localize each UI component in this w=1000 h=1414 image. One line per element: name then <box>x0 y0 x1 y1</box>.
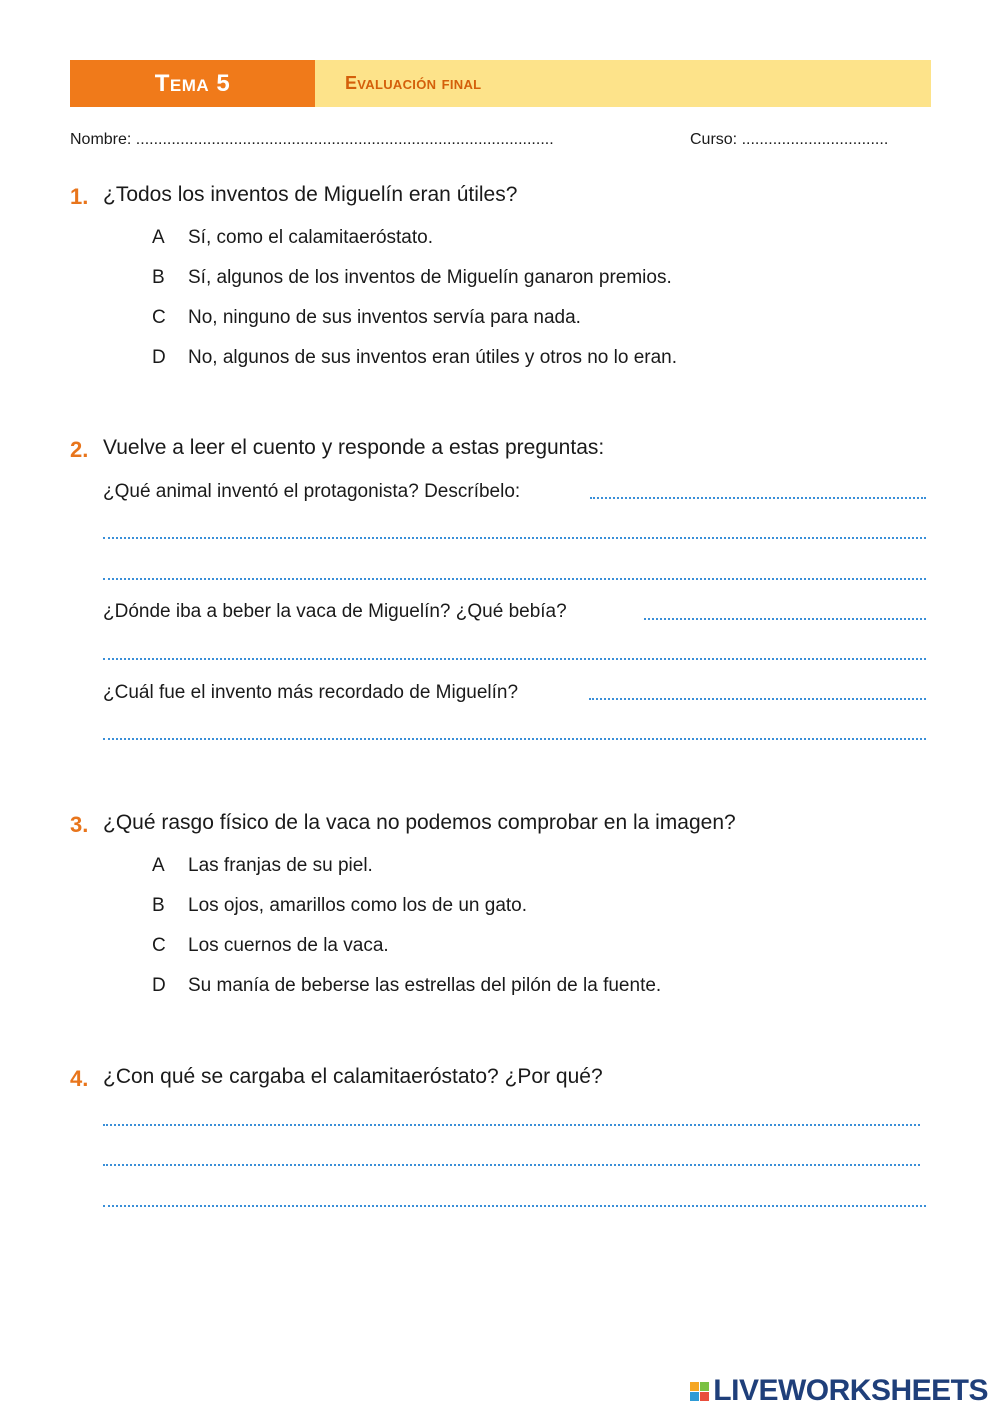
q1-option-c-letter[interactable]: C <box>152 307 166 328</box>
q1-option-a-text[interactable]: Sí, como el calamitaeróstato. <box>188 227 433 248</box>
q3-option-a-text[interactable]: Las franjas de su piel. <box>188 855 373 876</box>
q2-sub-3-answer-line-1[interactable] <box>589 698 926 700</box>
q3-option-d-letter[interactable]: D <box>152 975 166 996</box>
q2-sub-3-prompt: ¿Cuál fue el invento más recordado de Miguelín? <box>103 682 519 703</box>
q1-option-b-text[interactable]: Sí, algunos de los inventos de Miguelín ganaron premios. <box>188 267 672 288</box>
header-section-title: Evaluación final <box>315 60 931 107</box>
liveworksheets-logo <box>690 1374 988 1408</box>
question-3-number: 3. <box>70 812 89 837</box>
q1-option-c-text[interactable]: No, ninguno de sus inventos servía para nada. <box>188 307 581 328</box>
header-tema: Tema 5 <box>70 60 315 107</box>
q1-option-d-letter[interactable]: D <box>152 347 166 368</box>
q2-sub-1-answer-line-2[interactable] <box>103 537 926 539</box>
question-3-text: ¿Qué rasgo físico de la vaca no podemos comprobar en la imagen? <box>103 811 736 834</box>
name-field-label[interactable]: Nombre: .............................................................................................. <box>70 131 554 148</box>
question-1-text: ¿Todos los inventos de Miguelín eran útiles? <box>103 183 518 206</box>
q4-answer-line-1[interactable] <box>103 1124 920 1126</box>
q2-sub-2-answer-line-1[interactable] <box>644 618 926 620</box>
q3-option-c-letter[interactable]: C <box>152 935 166 956</box>
q4-answer-line-3[interactable] <box>103 1205 926 1207</box>
q3-option-b-letter[interactable]: B <box>152 895 165 916</box>
q1-option-d-text[interactable]: No, algunos de sus inventos eran útiles y otros no lo eran. <box>188 347 678 368</box>
question-4-number: 4. <box>70 1066 89 1091</box>
q4-answer-line-2[interactable] <box>103 1164 920 1166</box>
q2-sub-2-answer-line-2[interactable] <box>103 658 926 660</box>
q2-sub-1-answer-line-3[interactable] <box>103 578 926 580</box>
liveworksheets-brand-text: LIVEWORKSHEETS <box>713 1374 988 1407</box>
question-4-text: ¿Con qué se cargaba el calamitaeróstato? ¿Por qué? <box>103 1065 603 1088</box>
q1-option-b-letter[interactable]: B <box>152 267 165 288</box>
q1-option-a-letter[interactable]: A <box>152 227 165 248</box>
question-1-number: 1. <box>70 184 89 209</box>
q2-sub-2-prompt: ¿Dónde iba a beber la vaca de Miguelín? ¿Qué bebía? <box>103 601 567 622</box>
question-2-number: 2. <box>70 437 89 462</box>
q3-option-a-letter[interactable]: A <box>152 855 165 876</box>
q3-option-c-text[interactable]: Los cuernos de la vaca. <box>188 935 389 956</box>
q2-sub-1-answer-line-1[interactable] <box>590 497 926 499</box>
question-2-text: Vuelve a leer el cuento y responde a estas preguntas: <box>103 436 605 459</box>
course-field-label[interactable]: Curso: ................................. <box>690 131 889 148</box>
q3-option-b-text[interactable]: Los ojos, amarillos como los de un gato. <box>188 895 528 916</box>
q2-sub-3-answer-line-2[interactable] <box>103 738 926 740</box>
q3-option-d-text[interactable]: Su manía de beberse las estrellas del pilón de la fuente. <box>188 975 662 996</box>
liveworksheets-logo-icon <box>690 1382 709 1401</box>
q2-sub-1-prompt: ¿Qué animal inventó el protagonista? Descríbelo: <box>103 481 521 502</box>
